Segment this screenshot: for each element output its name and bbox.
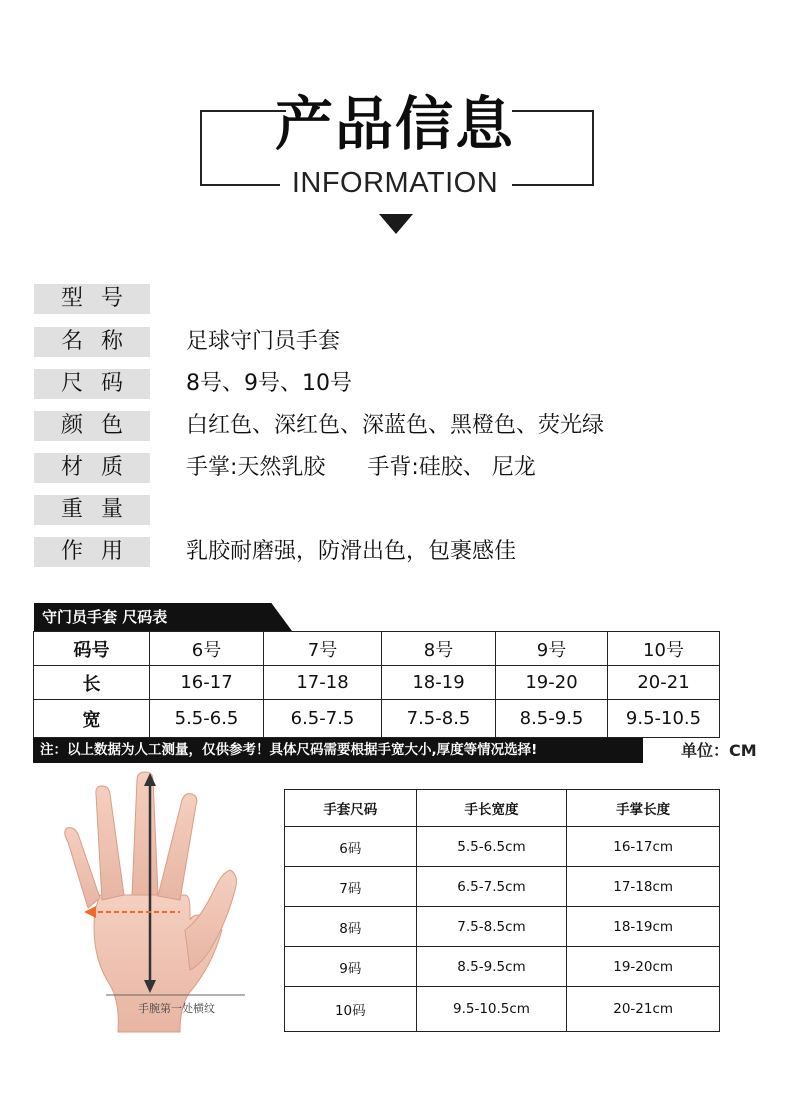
wrist-label: 手腕第一处横纹 xyxy=(138,1002,215,1015)
table-cell: 8.5-9.5 xyxy=(496,700,608,738)
row-header-length: 长 xyxy=(34,666,150,700)
table-cell: 6.5-7.5 xyxy=(264,700,382,738)
note-text: 注：以上数据为人工测量，仅供参考！具体尺码需要根据手宽大小,厚度等情况选择! xyxy=(40,742,538,758)
page-subtitle: INFORMATION xyxy=(280,165,510,201)
table-row xyxy=(285,987,720,1032)
column-header: 手掌长度 xyxy=(567,790,720,827)
table-cell: 20-21 xyxy=(608,666,720,700)
table-cell: 10码 xyxy=(285,987,417,1032)
table-cell: 6.5-7.5cm xyxy=(416,867,567,907)
info-value-name: 足球守门员手套 xyxy=(186,329,341,354)
down-triangle-icon xyxy=(379,214,413,234)
glove-size-table xyxy=(284,789,720,1032)
column-header: 手长宽度 xyxy=(416,790,567,827)
unit-label: 单位：CM xyxy=(681,741,757,760)
table-cell: 5.5-6.5 xyxy=(150,700,264,738)
table-row xyxy=(285,827,720,867)
table-row xyxy=(285,867,720,907)
table-row xyxy=(285,947,720,987)
table-cell: 17-18 xyxy=(264,666,382,700)
table-cell: 16-17 xyxy=(150,666,264,700)
table-cell: 9.5-10.5cm xyxy=(416,987,567,1032)
table-cell: 8码 xyxy=(285,907,417,947)
column-header: 10号 xyxy=(608,632,720,666)
table-cell: 5.5-6.5cm xyxy=(416,827,567,867)
table-cell: 9.5-10.5 xyxy=(608,700,720,738)
column-header: 6号 xyxy=(150,632,264,666)
column-header: 8号 xyxy=(382,632,496,666)
info-label-function: 作用 xyxy=(34,537,150,567)
info-label-name: 名称 xyxy=(34,327,150,357)
row-header-width: 宽 xyxy=(34,700,150,738)
table-cell: 20-21cm xyxy=(567,987,720,1032)
table-row xyxy=(285,907,720,947)
column-header: 手套尺码 xyxy=(285,790,417,827)
table-cell: 7.5-8.5 xyxy=(382,700,496,738)
size-chart-table xyxy=(33,631,720,738)
info-value-material: 手掌:天然乳胶 手背:硅胶、 尼龙 xyxy=(186,455,536,480)
size-chart-title: 守门员手套 尺码表 xyxy=(42,608,168,626)
table-cell: 7.5-8.5cm xyxy=(416,907,567,947)
row-header-size: 码号 xyxy=(34,632,150,666)
table-cell: 6码 xyxy=(285,827,417,867)
table-cell: 17-18cm xyxy=(567,867,720,907)
info-label-color: 颜色 xyxy=(34,411,150,441)
info-label-material: 材质 xyxy=(34,453,150,483)
table-cell: 18-19 xyxy=(382,666,496,700)
page-title: 产品信息 xyxy=(274,90,515,158)
info-label-size: 尺码 xyxy=(34,369,150,399)
table-row xyxy=(34,632,720,666)
column-header: 7号 xyxy=(264,632,382,666)
title-frame-right xyxy=(512,110,594,186)
table-header-row xyxy=(285,790,720,827)
info-value-color: 白红色、深红色、深蓝色、黑橙色、荧光绿 xyxy=(186,413,605,438)
table-cell: 7码 xyxy=(285,867,417,907)
table-cell: 19-20 xyxy=(496,666,608,700)
table-cell: 18-19cm xyxy=(567,907,720,947)
info-label-weight: 重量 xyxy=(34,495,150,525)
info-value-function: 乳胶耐磨强，防滑出色，包裹感佳 xyxy=(186,539,517,564)
column-header: 9号 xyxy=(496,632,608,666)
table-row xyxy=(34,666,720,700)
table-row xyxy=(34,700,720,738)
table-cell: 16-17cm xyxy=(567,827,720,867)
info-label-model: 型号 xyxy=(34,284,150,314)
table-cell: 8.5-9.5cm xyxy=(416,947,567,987)
table-cell: 19-20cm xyxy=(567,947,720,987)
info-value-size: 8号、9号、10号 xyxy=(186,371,352,396)
table-cell: 9码 xyxy=(285,947,417,987)
